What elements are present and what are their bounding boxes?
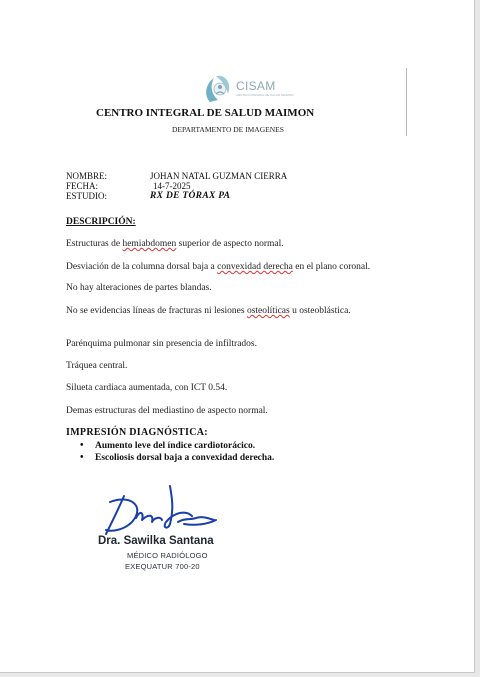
doctor-title: MÉDICO RADIÓLOGO — [127, 551, 208, 560]
doctor-exequatur: EXEQUATUR 700-20 — [125, 562, 200, 571]
name-value: JOHAN NATAL GUZMAN CIERRA — [150, 171, 288, 181]
signature-strokes — [106, 486, 216, 534]
handwritten-signature — [100, 480, 220, 538]
department-name: DEPARTAMENTO DE IMAGENES — [172, 125, 284, 134]
study-value: RX DE TÓRAX PA — [150, 191, 231, 201]
spellcheck-word: hemiabdomen — [122, 239, 177, 249]
impression-item: • Escoliosis dorsal baja a convexidad derecha. — [80, 452, 274, 464]
header-divider — [406, 68, 407, 136]
spellcheck-word: convexidad derecha — [217, 262, 293, 272]
impression-list — [80, 440, 274, 464]
date-value: 14-7-2025 — [153, 181, 191, 191]
description-paragraph-3: No hay alteraciones de partes blandas. — [66, 283, 212, 293]
study-label: ESTUDIO: — [66, 191, 107, 201]
description-paragraph-5: Parénquima pulmonar sin presencia de infiltrados. — [66, 339, 258, 349]
logo-wordmark: CISAM — [236, 79, 276, 93]
name-label: NOMBRE: — [66, 171, 108, 181]
doctor-name: Dra. Sawilka Santana — [98, 535, 214, 547]
description-title: DESCRIPCIÓN: — [66, 217, 136, 227]
description-paragraph-1: Estructuras de hemiabdomen superior de aspecto normal. — [66, 239, 284, 249]
description-paragraph-8: Demas estructuras del mediastino de aspecto normal. — [66, 406, 268, 416]
description-paragraph-7: Silueta cardiaca aumentada, con ICT 0.54. — [66, 383, 228, 393]
description-paragraph-4: No se evidencias líneas de fracturas ni lesiones osteolíticas u osteoblástica. — [66, 306, 351, 316]
date-label: FECHA: — [66, 181, 99, 191]
description-paragraph-6: Tráquea central. — [66, 361, 128, 371]
spellcheck-word: osteolíticas — [246, 306, 290, 316]
logo-subtext: CENTRO INTEGRAL DE SALUD MAIMON — [236, 93, 294, 97]
description-paragraph-2: Desviación de la columna dorsal baja a convexidad derecha en el plano coronal. — [66, 262, 371, 272]
impression-item: • Aumento leve del índice cardiotorácico. — [80, 440, 274, 452]
clinic-name: CENTRO INTEGRAL DE SALUD MAIMON — [96, 107, 315, 119]
impression-title: IMPRESIÓN DIAGNÓSTICA: — [66, 427, 208, 438]
